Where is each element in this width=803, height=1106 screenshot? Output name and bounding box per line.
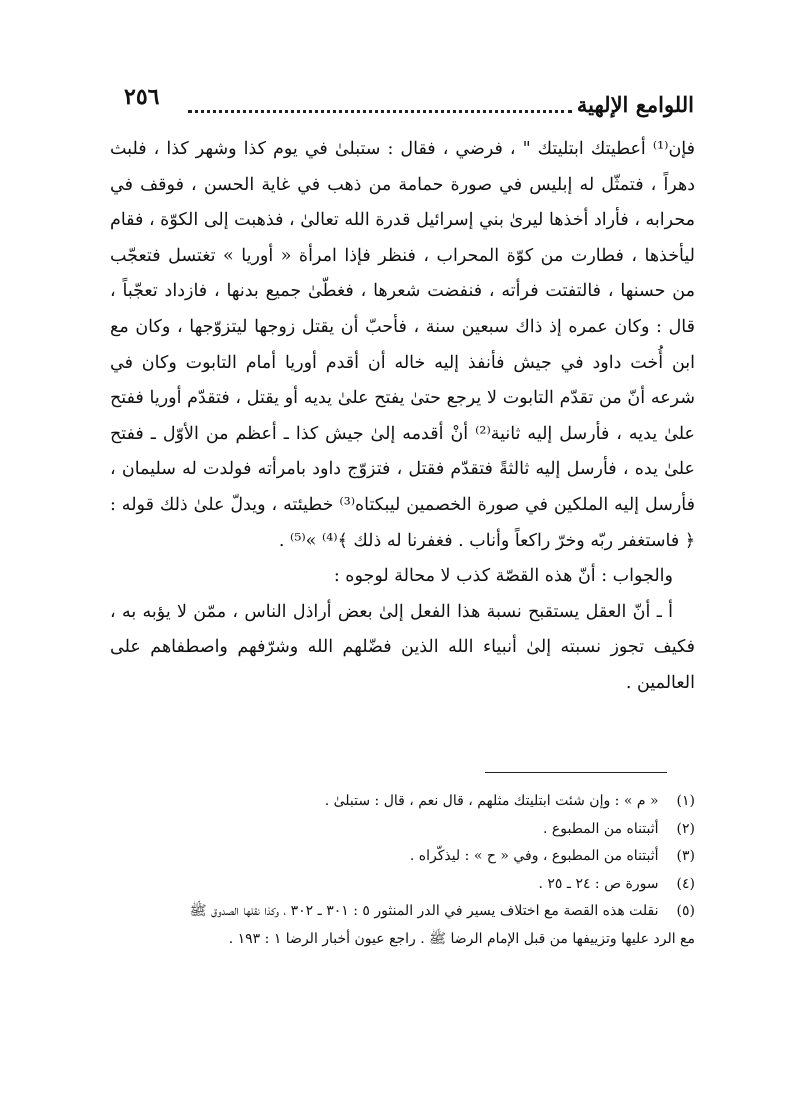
paragraph-answer-point-a: أ ـ أنّ العقل يستقبح نسبة هذا الفعل إلىٰ بعض أراذل الناس ، ممّن لا يؤبه به ، فكيف تجوز نسبته إلىٰ أنبياء الله الذين فضّلهم الله وشرّفهم واصطفاهم على العالمين .	[110, 601, 695, 693]
footnote-item	[105, 816, 695, 844]
footnote-item	[105, 788, 695, 816]
footnote-text: أثبتناه من المطبوع ، وفي « ح » : ليذكّراه .	[409, 848, 659, 864]
paragraph-narration: فإن⁽¹⁾ أعطيتك ابتليتك " ، فرضي ، فقال : ستبلىٰ في يوم كذا وشهر كذا ، فلبث دهراً ، فتمثّل له إبليس في صورة حمامة من ذهب في غاية الحسن ، فوقف في محرابه ، فأراد أخذها ليرىٰ بني إسرائيل قدرة الله تعالىٰ ، فذهبت إلى الكوّة ، فقام ليأخذها ، فطارت من كوّة المحراب ، فنظر فإذا امرأة « أوريا » تغتسل فتعجّب من حسنها ، فالتفتت فرأته ، فنفضت شعرها ، فغطّىٰ جميع بدنها ، فازداد تعجّباً ، قال : وكان عمره إذ ذاك سبعين سنة ، فأحبّ أن يقتل زوجها ليتزوّجها ، وكان مع ابن أُخت داود في جيش فأنفذ إليه خاله أن أقدم أوريا أمام التابوت وكان في شرعه أنّ من تقدّم التابوت لا يرجع حتىٰ يفتح علىٰ يديه أو يقتل ، فتقدّم أوريا ففتح علىٰ يديه ، فأرسل إليه ثانية⁽²⁾ أنْ أقدمه إلىٰ جيش كذا ـ أعظم من الأوّل ـ ففتح علىٰ يده ، فأرسل إليه ثالثةً فتقدّم فقتل ، فتزوّج داود بامرأته فولدت له سليمان ، فأرسل إليه الملكين في صورة الخصمين ليبكتاه⁽³⁾ خطيئته ، ويدلّ علىٰ ذلك قوله : ﴿ فاستغفر ربّه وخرّ راكعاً وأناب . فغفرنا له ذلك ﴾⁽⁴⁾ »⁽⁵⁾ .	[110, 139, 696, 551]
footnote-text: « م » : وإن شئت ابتليتك مثلهم ، قال نعم ، قال : ستبلىٰ .	[324, 793, 659, 809]
footnote-item	[105, 871, 695, 899]
running-header	[124, 84, 694, 124]
footnote-separator	[485, 772, 667, 773]
footnote-text: مع الرد عليها وتزييفها من قبل الإمام الرضا ﷺ . راجع عيون أخبار الرضا ١ : ١٩٣ .	[228, 930, 695, 947]
paragraph-answer-intro: والجواب : أنّ هذه القصّة كذب لا محالة لوجوه :	[333, 566, 673, 587]
footnotes	[105, 788, 695, 953]
footnote-number: (٣)	[676, 848, 695, 864]
footnote-text: سورة ص : ٢٤ ـ ٢٥ .	[538, 875, 659, 892]
footnote-text: أثبتناه من المطبوع .	[542, 820, 659, 837]
running-title: اللوامع الإلهية	[576, 92, 694, 117]
footnote-number: (٤)	[676, 875, 695, 892]
footnote-text: نقلت هذه القصة مع اختلاف يسير في الدر المنثور ٥ : ٣٠١ ـ ٣٠٢ ، وكذا نقلها الصدوق ﷺ	[189, 903, 659, 919]
footnote-number: (٢)	[676, 820, 695, 837]
page-number: ٢٥٦	[124, 84, 160, 110]
header-leader-dots	[188, 110, 572, 113]
footnote-number: (١)	[676, 793, 695, 809]
footnote-item	[105, 843, 695, 871]
main-text	[110, 132, 695, 702]
footnote-item	[105, 898, 695, 926]
footnote-number: (٥)	[676, 903, 695, 919]
footnote-continuation	[105, 926, 695, 954]
